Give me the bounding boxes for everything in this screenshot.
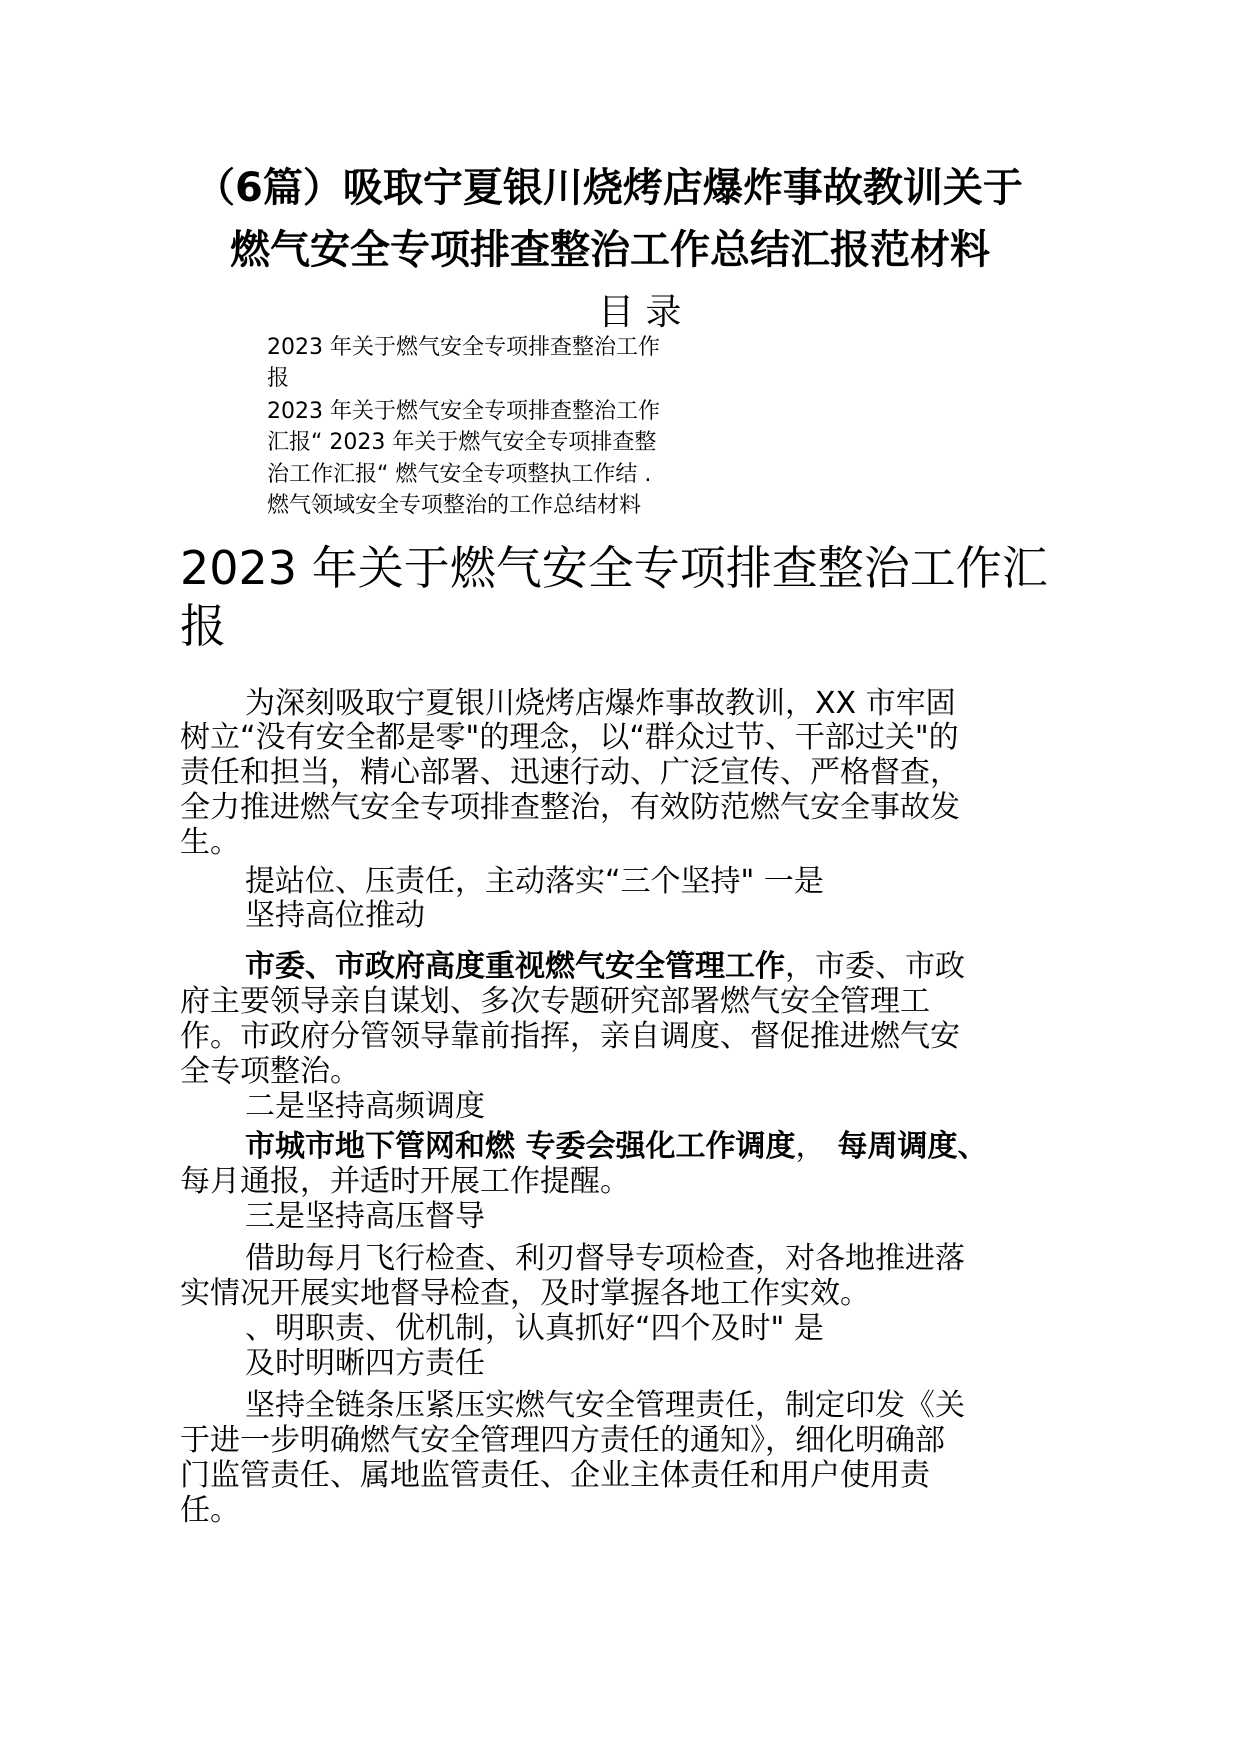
toc-line: 治工作汇报“ 燃气安全专项整执工作结 . — [267, 462, 652, 487]
toc-line: 汇报“ 2023 年关于燃气安全专项排查整 — [267, 430, 657, 455]
document-title-line-2: 燃气安全专项排查整治工作总结汇报范材料 — [230, 227, 990, 273]
article-heading-line-1: 2023 年关于燃气安全专项排查整治工作汇 — [180, 541, 1048, 595]
paragraph-line: 每月通报，并适时开展工作提醒。 — [180, 1164, 630, 1199]
paragraph-line: 府主要领导亲自谋划、多次专题研究部署燃气安全管理工 — [180, 984, 930, 1019]
intro-paragraph-line: 生。 — [180, 825, 240, 860]
section-subheading: 坚持高位推动 — [245, 898, 425, 933]
paragraph-line: 全专项整治。 — [180, 1054, 360, 1089]
paragraph-line: 借助每月飞行检查、利刃督导专项检查，对各地推进落 — [245, 1241, 965, 1276]
section-subheading: 二是坚持高频调度 — [245, 1089, 485, 1124]
paragraph-line — [245, 950, 965, 984]
intro-paragraph-line: 全力推进燃气安全专项排查整治，有效防范燃气安全事故发 — [180, 790, 960, 825]
toc-line: 2023 年关于燃气安全专项排查整治工作 — [267, 335, 660, 360]
document-title-line-1: （6篇）吸取宁夏银川烧烤店爆炸事故教训关于 — [195, 165, 1023, 211]
paragraph-line: 坚持全链条压紧压实燃气安全管理责任，制定印发《关 — [245, 1388, 965, 1423]
section-heading: 提站位、压责任，主动落实“三个坚持" 一是 — [245, 864, 824, 899]
paragraph-line: 实情况开展实地督导检查，及时掌握各地工作实效。 — [180, 1276, 870, 1311]
bold-lead-text: 市委、市政府高度重视燃气安全管理工作 — [245, 949, 785, 984]
paragraph-line: 于进一步明确燃气安全管理四方责任的通知》，细化明确部 — [180, 1423, 945, 1458]
paragraph-line: 门监管责任、属地监管责任、企业主体责任和用户使用责 — [180, 1458, 930, 1493]
bold-text: 每周调度、 — [837, 1129, 988, 1164]
intro-paragraph-line: 树立“没有安全都是零"的理念，以“群众过节、干部过关"的 — [180, 720, 959, 755]
bold-lead-text: 市城市地下管网和燃 专委会强化工作调度 — [245, 1129, 796, 1164]
toc-line: 报 — [267, 366, 290, 391]
toc-line: 燃气领域安全专项整治的工作总结材料 — [267, 493, 642, 518]
paragraph-line: 任。 — [180, 1493, 240, 1528]
paragraph-text: ，市委、市政 — [785, 949, 965, 984]
paragraph-line — [245, 1130, 987, 1164]
section-subheading: 及时明晰四方责任 — [245, 1346, 485, 1381]
intro-paragraph-line: 责任和担当，精心部署、迅速行动、广泛宣传、严格督查， — [180, 755, 960, 790]
intro-paragraph-line: 为深刻吸取宁夏银川烧烤店爆炸事故教训，XX 市牢固 — [245, 686, 956, 721]
paragraph-text: ， — [795, 1129, 826, 1164]
toc-line: 2023 年关于燃气安全专项排查整治工作 — [267, 399, 660, 424]
section-subheading: 三是坚持高压督导 — [245, 1199, 485, 1234]
section-heading: 、明职责、优机制，认真抓好“四个及时" 是 — [245, 1311, 824, 1346]
paragraph-line: 作。市政府分管领导靠前指挥，亲自调度、督促推进燃气安 — [180, 1019, 960, 1054]
article-heading-line-2: 报 — [180, 599, 226, 653]
toc-heading: 目 录 — [598, 292, 682, 333]
